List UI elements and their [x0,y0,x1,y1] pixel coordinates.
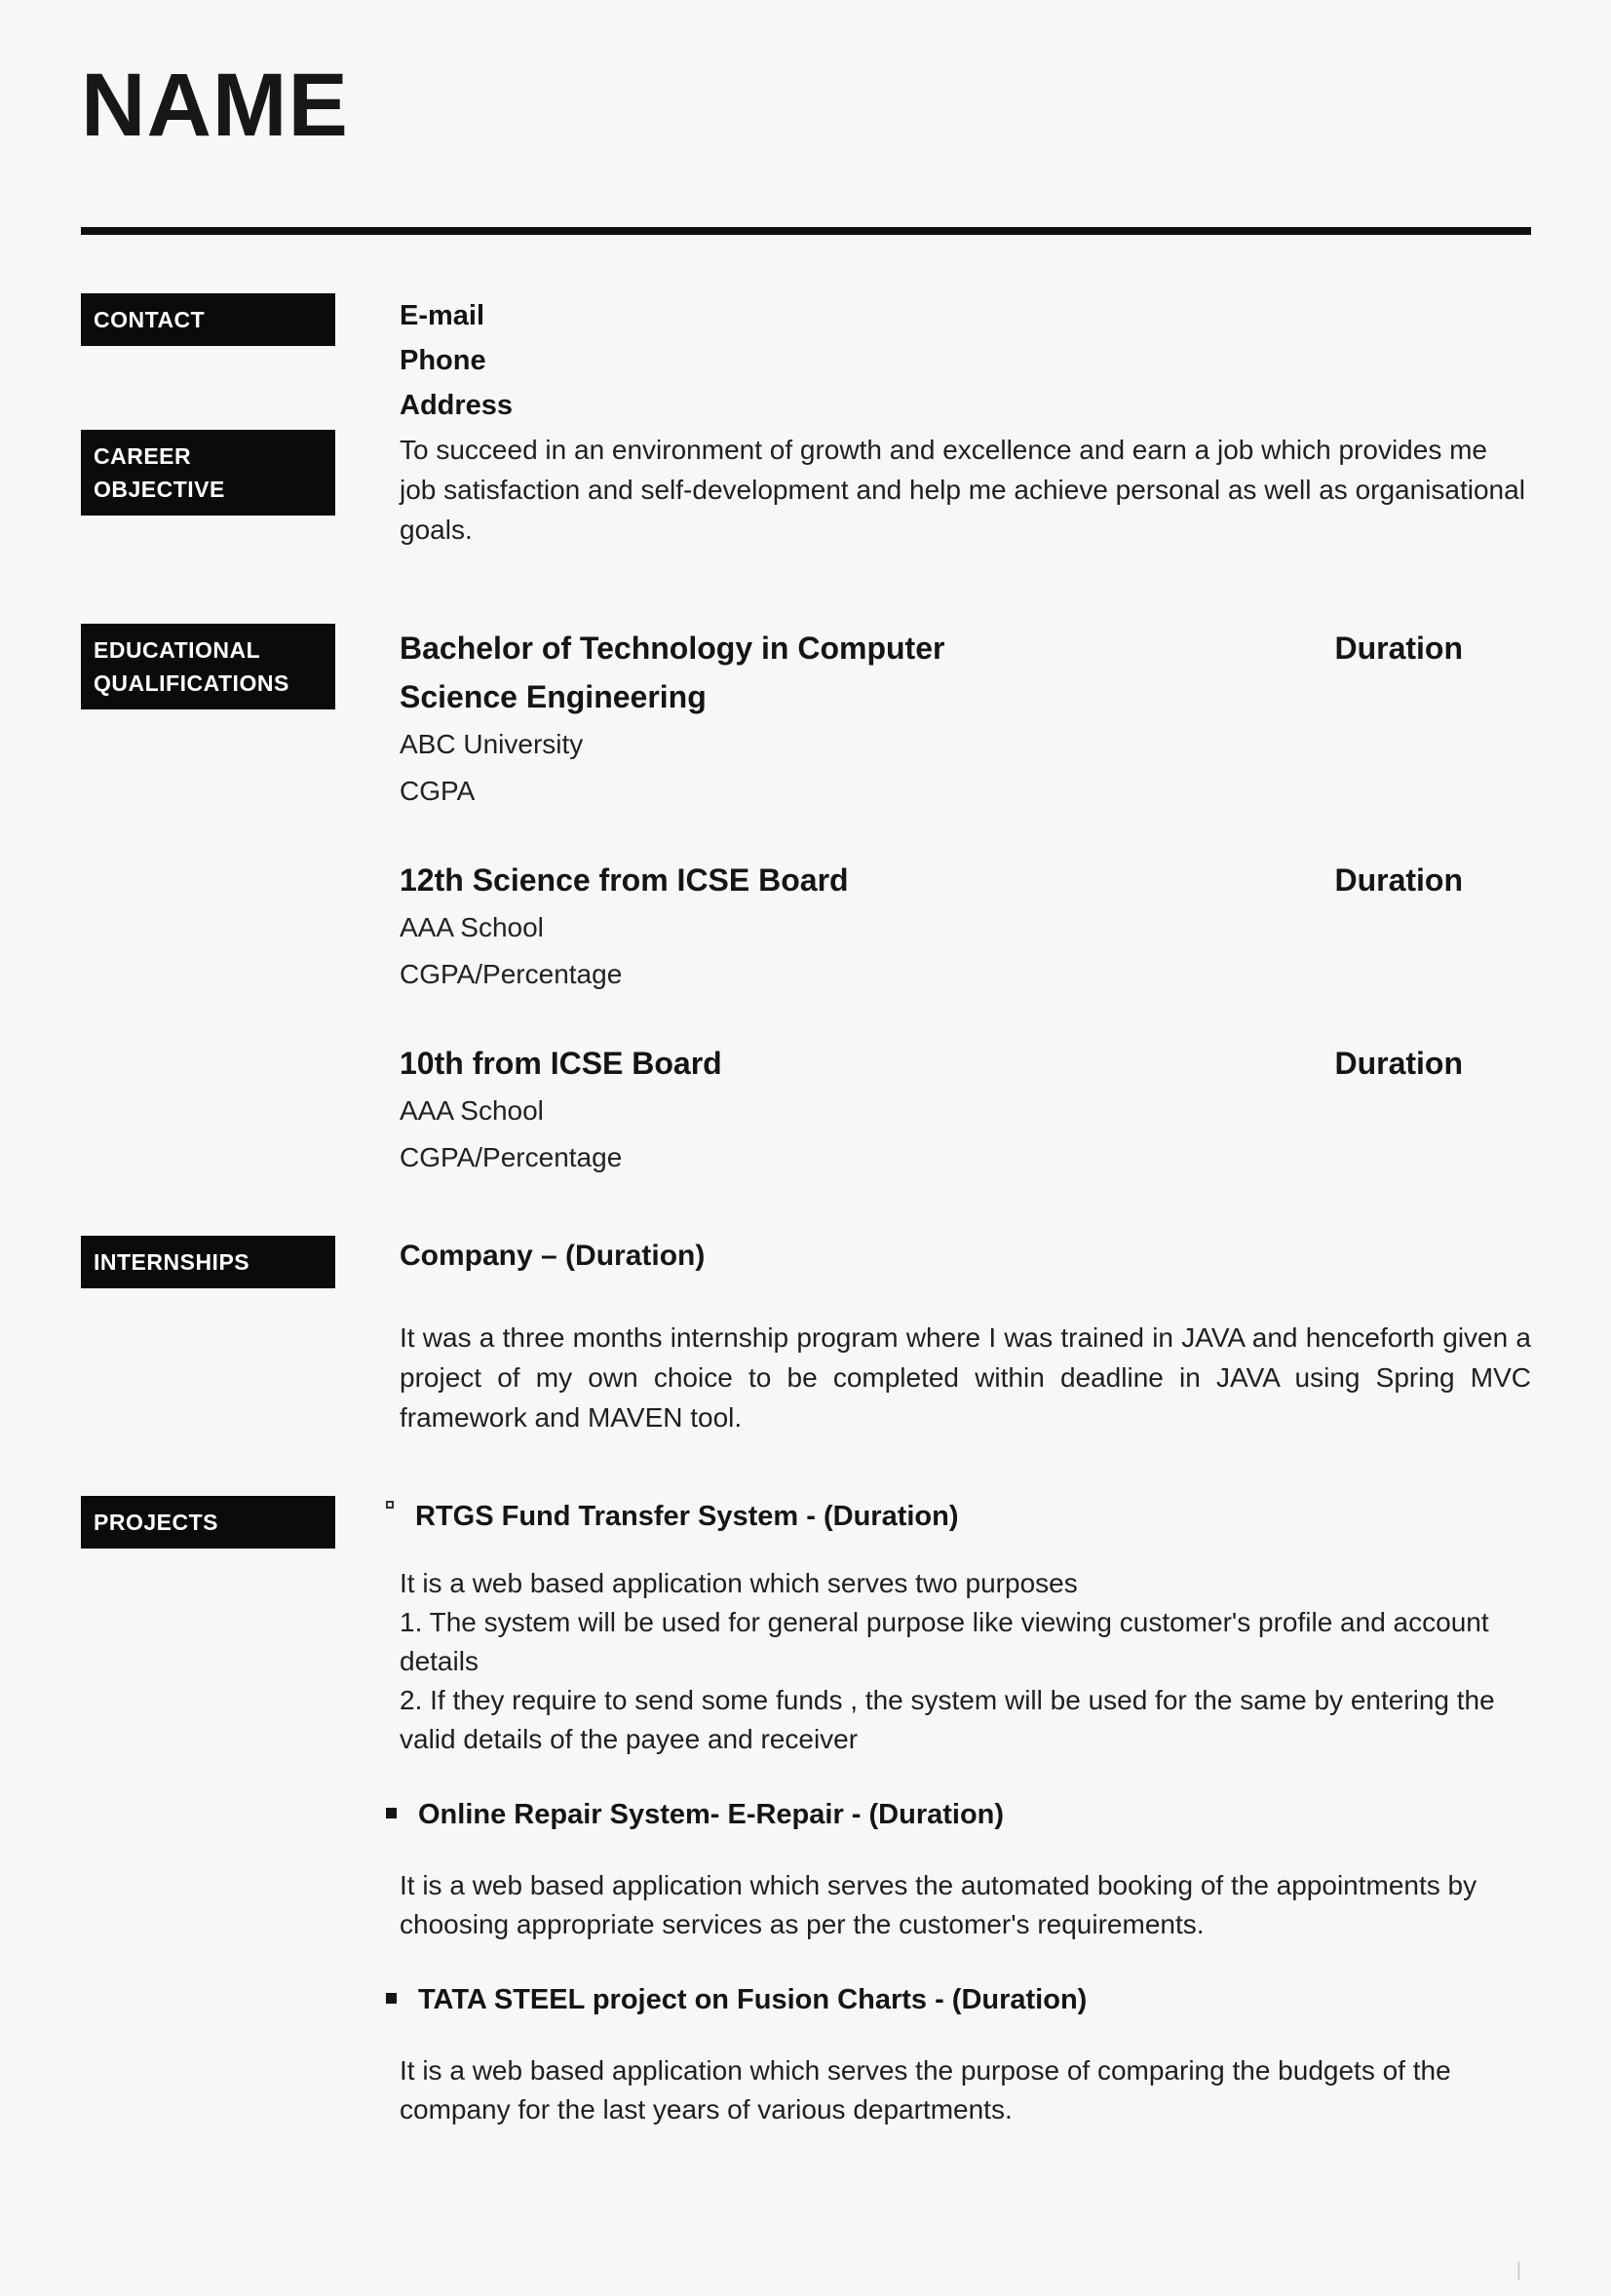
projects-section [81,1496,1531,2129]
education-entry-head [400,624,1531,721]
career-objective-text: To succeed in an environment of growth and excellence and earn a job which provides me job satisfaction and self-development and help me achieve personal as well as organisational goals. [400,435,1525,546]
project-description-line: 1. The system will be used for general purpose like viewing customer's profile and account details [400,1607,1489,1677]
page-edge-mark: | [1515,2260,1521,2281]
project-description-line: It is a web based application which serves the purpose of comparing the budgets of the company for the last years of various departments. [400,2055,1451,2125]
education-degree-title: 12th Science from ICSE Board [400,862,849,899]
project-title-row [386,1794,1531,1835]
project-description-line: 2. If they require to send some funds , the system will be used for the same by entering the valid details of the payee and receiver [400,1685,1495,1755]
project-title-row [386,1979,1531,2020]
contact-item-address: Address [400,390,514,422]
contact-section [81,293,1531,428]
career-objective-section [81,430,1531,550]
education-institution: AAA School [400,912,544,943]
projects-label: PROJECTS [81,1496,335,1549]
education-institution: ABC University [400,729,584,760]
internships-section [81,1236,1531,1437]
education-degree-title: 10th from ICSE Board [400,1046,722,1082]
education-score: CGPA/Percentage [400,1142,623,1173]
education-score: CGPA [400,776,476,807]
project-title: Online Repair System- E-Repair - (Duration) [418,1799,1005,1831]
project-entry-erepair [400,1794,1531,1944]
education-entry-10th [400,1039,1531,1181]
projects-content [400,1496,1531,2129]
square-bullet-icon [386,1993,397,2004]
education-duration: Duration [1334,1046,1463,1082]
education-degree-title: Bachelor of Technology in Computer Science Engineering [400,631,945,715]
project-description [400,2051,1520,2129]
project-title-row [386,1496,1531,1537]
project-description-line: It is a web based application which serves the automated booking of the appointments by choosing appropriate services as per the customer's requirements. [400,1870,1477,1940]
contact-section-label: CONTACT [81,293,335,346]
square-bullet-icon [386,1501,394,1509]
project-entry-tata-steel [400,1979,1531,2129]
internship-description: It was a three months internship program where I was trained in JAVA and henceforth given a project of my own choice to be completed within deadline in JAVA using Spring MVC framework and MAVEN tool. [400,1322,1531,1434]
internships-content [400,1236,1531,1437]
project-description [400,1564,1520,1759]
contact-content [400,293,1531,428]
education-entry-head [400,1039,1531,1088]
education-label: EDUCATIONAL QUALIFICATIONS [81,624,335,709]
internships-label: INTERNSHIPS [81,1236,335,1288]
career-objective-label: CAREER OBJECTIVE [81,430,335,516]
header-divider [81,227,1531,235]
education-duration: Duration [1334,862,1463,899]
education-score: CGPA/Percentage [400,959,623,990]
project-description-line: It is a web based application which serves two purposes [400,1568,1078,1599]
contact-item-email: E-mail [400,300,485,332]
education-duration: Duration [1334,631,1463,667]
contact-item-phone: Phone [400,345,486,377]
project-title: TATA STEEL project on Fusion Charts - (Duration) [418,1984,1088,2016]
education-entry-btech [400,624,1531,815]
education-institution: AAA School [400,1095,544,1127]
project-entry-rtgs [400,1496,1531,1759]
education-entry-12th [400,856,1531,998]
education-content [400,624,1531,1181]
education-entry-head [400,856,1531,904]
project-title: RTGS Fund Transfer System - (Duration) [415,1501,959,1533]
project-description [400,1866,1520,1944]
internship-company-line: Company – (Duration) [400,1240,706,1273]
square-bullet-icon [386,1808,397,1818]
education-section [81,624,1531,1181]
contact-block [400,293,1430,428]
name-heading: NAME [81,56,349,155]
